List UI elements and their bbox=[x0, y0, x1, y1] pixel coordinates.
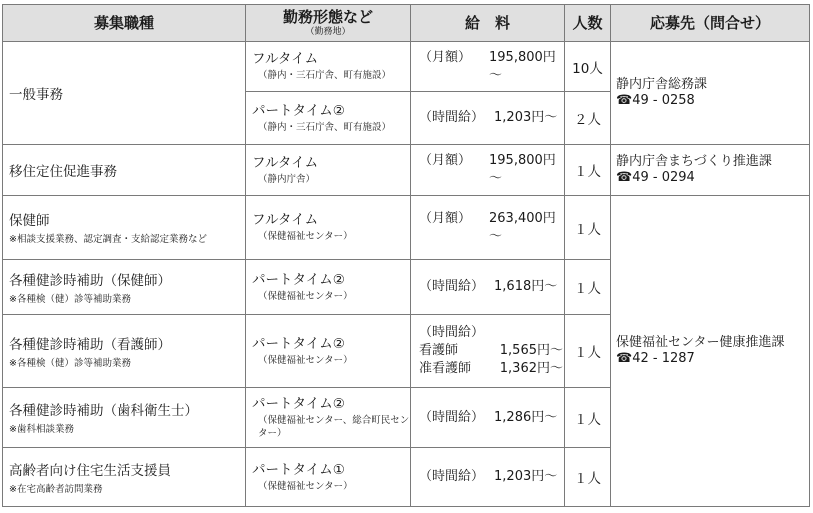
job-note: ※各種検（健）診等補助業務 bbox=[9, 357, 131, 369]
pay-amount: 1,203円～ bbox=[494, 469, 558, 484]
pay-sub-label: 准看護師 bbox=[419, 361, 472, 376]
headcount-cell bbox=[565, 145, 611, 196]
contact-name: 保健福祉センター健康推進課 bbox=[616, 335, 785, 350]
header-count: 人数 bbox=[565, 5, 611, 42]
pay-cell bbox=[411, 260, 565, 315]
job-note: ※在宅高齢者訪問業務 bbox=[9, 483, 103, 495]
contact-tel: ☎49 - 0294 bbox=[616, 170, 695, 185]
work-form: フルタイム bbox=[252, 51, 319, 67]
job-title-cell bbox=[3, 315, 246, 388]
header-row bbox=[3, 5, 810, 42]
pay-sub-label: 看護師 bbox=[419, 343, 459, 358]
pay-cell bbox=[411, 42, 565, 92]
pay-unit: （時間給） bbox=[419, 409, 485, 425]
pay-amount: 195,800円～ bbox=[489, 49, 556, 83]
job-title-cell bbox=[3, 260, 246, 315]
work-form-cell bbox=[246, 448, 411, 507]
job-title-cell bbox=[3, 145, 246, 196]
job-note: ※歯科相談業務 bbox=[9, 424, 74, 435]
work-form-cell bbox=[246, 42, 411, 92]
header-pay: 給 料 bbox=[411, 5, 565, 42]
contact-cell bbox=[611, 196, 810, 507]
work-form-cell bbox=[246, 196, 411, 260]
work-form-cell bbox=[246, 260, 411, 315]
pay-unit: （月額） bbox=[419, 210, 472, 226]
headcount-cell bbox=[565, 260, 611, 315]
job-note: ※各種検（健）診等補助業務 bbox=[9, 293, 131, 305]
job-title: 保健師 bbox=[9, 213, 50, 229]
work-form-cell bbox=[246, 315, 411, 388]
header-form-sub: （勤務地） bbox=[305, 26, 351, 37]
headcount-cell bbox=[565, 42, 611, 92]
pay-unit: （月額） bbox=[419, 153, 472, 168]
pay-cell bbox=[411, 196, 565, 260]
pay-unit: （時間給） bbox=[419, 279, 485, 294]
pay-unit: （時間給） bbox=[419, 469, 485, 484]
headcount: １人 bbox=[574, 221, 601, 238]
header-title: 募集職種 bbox=[3, 5, 246, 42]
pay-amount: 195,800円～ bbox=[489, 153, 556, 186]
pay-cell bbox=[411, 448, 565, 507]
work-form: パートタイム② bbox=[252, 271, 345, 288]
headcount-cell bbox=[565, 448, 611, 507]
contact-name: 静内庁舎まちづくり推進課 bbox=[616, 154, 772, 169]
work-form: パートタイム② bbox=[252, 102, 345, 119]
job-title-cell bbox=[3, 388, 246, 448]
job-note: ※相談支援業務、認定調査・支給認定業務など bbox=[9, 234, 207, 245]
work-form-cell bbox=[246, 145, 411, 196]
work-form-cell bbox=[246, 388, 411, 448]
header-form: 勤務形態など （勤務地） bbox=[246, 5, 411, 42]
headcount-cell bbox=[565, 388, 611, 448]
work-location: （保健福祉センター、総合町民センター） bbox=[258, 414, 410, 439]
headcount: １人 bbox=[574, 164, 601, 180]
table-row bbox=[3, 42, 810, 92]
headcount: １人 bbox=[574, 281, 601, 297]
work-form: フルタイム bbox=[252, 212, 319, 228]
pay-sub-amount: 1,565円～ bbox=[499, 343, 563, 358]
pay-unit: （時間給） bbox=[419, 110, 485, 125]
pay-amount: 1,286円～ bbox=[494, 409, 558, 425]
pay-sub-line bbox=[419, 360, 564, 378]
job-title: 高齢者向け住宅生活支援員 bbox=[9, 462, 171, 479]
job-title-cell bbox=[3, 196, 246, 260]
work-location: （保健福祉センター） bbox=[258, 231, 353, 242]
contact-tel: ☎49 - 0258 bbox=[616, 93, 695, 108]
work-location: （静内・三石庁舎、町有施設） bbox=[258, 70, 392, 81]
work-location: （保健福祉センター） bbox=[258, 354, 353, 366]
contact-cell bbox=[611, 145, 810, 196]
pay-cell bbox=[411, 92, 565, 145]
headcount-cell bbox=[565, 196, 611, 260]
headcount-cell bbox=[565, 315, 611, 388]
pay-cell bbox=[411, 388, 565, 448]
pay-sub-amount: 1,362円～ bbox=[499, 361, 563, 376]
recruitment-table bbox=[2, 4, 810, 507]
work-form-cell bbox=[246, 92, 411, 145]
pay-amount: 263,400円～ bbox=[489, 210, 556, 244]
work-form: パートタイム② bbox=[252, 395, 345, 412]
job-title: 移住定住促進事務 bbox=[9, 164, 117, 180]
headcount: １人 bbox=[574, 471, 601, 487]
job-title-cell bbox=[3, 448, 246, 507]
contact-tel: ☎42 - 1287 bbox=[616, 351, 695, 366]
job-title-cell bbox=[3, 42, 246, 145]
contact-name: 静内庁舎総務課 bbox=[616, 77, 708, 92]
pay-sub-line bbox=[419, 342, 564, 360]
pay-amount: 1,618円～ bbox=[494, 279, 558, 294]
pay-unit: （月額） bbox=[419, 49, 472, 65]
job-title: 一般事務 bbox=[9, 87, 63, 103]
headcount: １人 bbox=[574, 345, 601, 361]
work-form: パートタイム② bbox=[252, 335, 345, 352]
work-location: （保健福祉センター） bbox=[258, 290, 353, 302]
table-row bbox=[3, 145, 810, 196]
pay-unit: （時間給） bbox=[419, 325, 485, 340]
work-form: パートタイム① bbox=[252, 461, 345, 478]
pay-cell bbox=[411, 315, 565, 388]
headcount: 10人 bbox=[572, 60, 603, 77]
header-contact: 応募先（問合せ） bbox=[611, 5, 810, 42]
work-location: （静内・三石庁舎、町有施設） bbox=[258, 121, 392, 133]
contact-cell bbox=[611, 42, 810, 145]
pay-cell bbox=[411, 145, 565, 196]
headcount: ２人 bbox=[574, 112, 601, 128]
work-location: （静内庁舎） bbox=[258, 173, 316, 185]
work-location: （保健福祉センター） bbox=[258, 480, 353, 492]
job-title: 各種健診時補助（保健師） bbox=[9, 272, 171, 289]
headcount: １人 bbox=[574, 411, 601, 428]
job-title: 各種健診時補助（歯科衛生士） bbox=[9, 403, 198, 419]
work-form: フルタイム bbox=[252, 154, 319, 171]
job-title: 各種健診時補助（看護師） bbox=[9, 336, 171, 353]
headcount-cell bbox=[565, 92, 611, 145]
pay-amount: 1,203円～ bbox=[494, 110, 558, 125]
table-row bbox=[3, 196, 810, 260]
